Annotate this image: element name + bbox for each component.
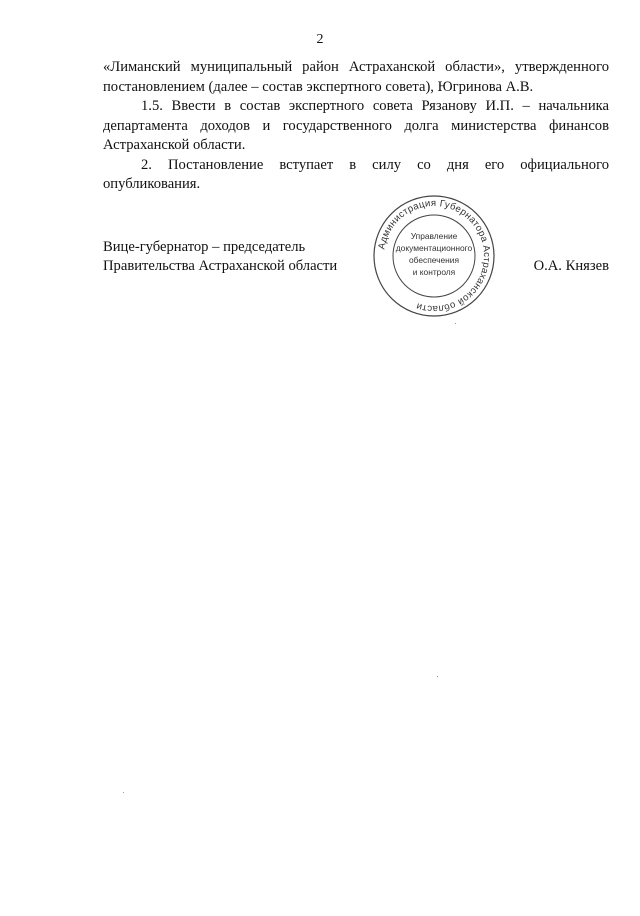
official-stamp xyxy=(372,194,496,318)
paragraph-item-2: 2. Постановление вступает в силу со дня его официального опубликования. xyxy=(103,156,609,192)
stamp-seal-icon xyxy=(372,194,496,318)
scan-speck xyxy=(455,323,456,324)
paragraph-item-1-5: 1.5. Ввести в состав экспертного совета Рязанову И.П. – начальника департамента доходов и государственного долга министерства финансов Астраханской области. xyxy=(103,98,609,153)
page-number: 2 xyxy=(316,32,324,47)
scan-speck xyxy=(123,792,124,793)
stamp-line-1: Управление xyxy=(410,231,458,241)
signatory-title xyxy=(103,238,337,276)
signatory-organization: Правительства Астраханской области xyxy=(103,258,338,274)
document-body xyxy=(103,58,609,195)
paragraph-continuation: «Лиманский муниципальный район Астраханской области», утвержденного постановлением (далее – состав экспертного совета), Югринова А.В. xyxy=(103,59,609,95)
stamp-line-4: и контроля xyxy=(412,267,456,277)
signatory-position: Вице-губернатор – председатель xyxy=(103,239,306,255)
stamp-line-3: обеспечения xyxy=(409,255,459,265)
stamp-line-2: документационного xyxy=(395,243,473,253)
signer-name: О.А. Князев xyxy=(533,258,609,274)
scan-speck xyxy=(437,676,438,677)
stamp-ring-text: Администрация Губернатора Астраханской области xyxy=(376,197,493,315)
